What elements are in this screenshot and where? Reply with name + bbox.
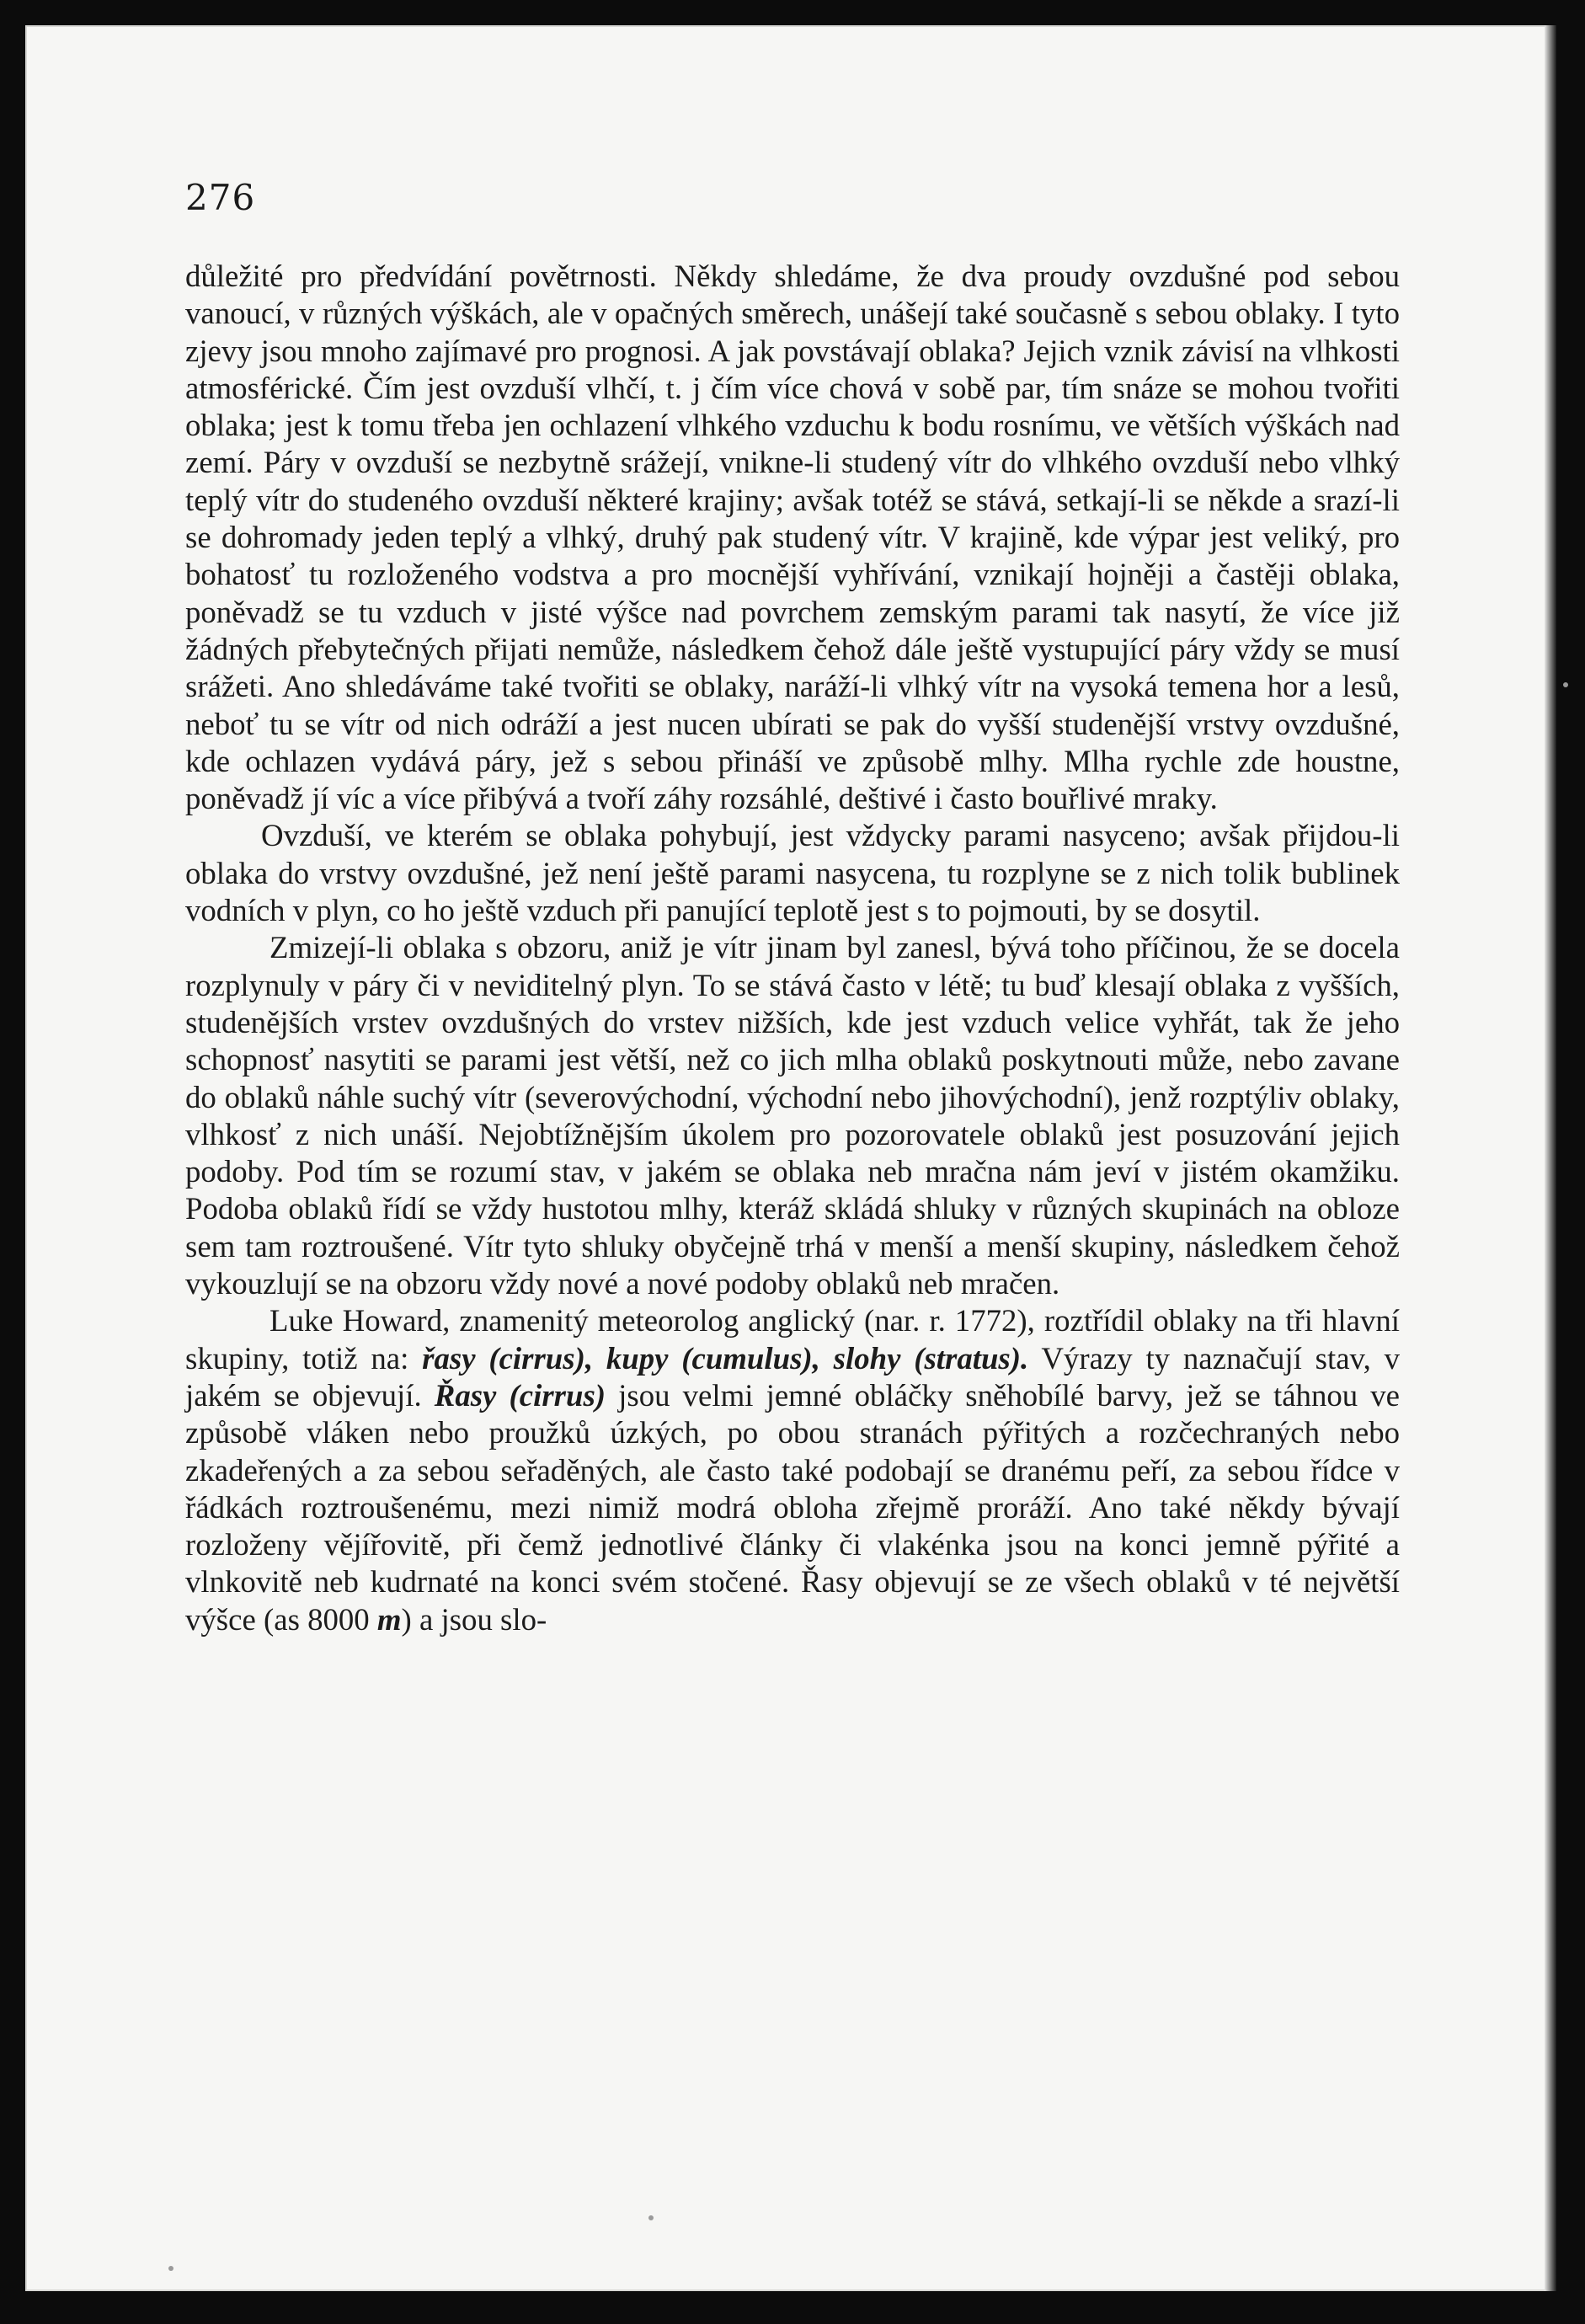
paragraph-continuation: důležité pro předvídání povětrnosti. Někdy shledáme, že dva proudy ovzdušné pod sebou vanoucí, v různých výškách, ale v opačných směrech, unášejí také současně s sebou oblaky. I tyto zjevy jsou mnoho zajímavé pro prognosi. A jak povstávají oblaka? Jejich vznik závisí na vlhkosti atmosférické. Čím jest ovzduší vlhčí, t. j čím více chová v sobě par, tím snáze se mohou tvořiti oblaka; jest k tomu třeba jen ochlazení vlhkého vzduchu k bodu rosnímu, ve větších výškách nad zemí. Páry v ovzduší se nezbytně srážejí, vnikne-li studený vítr do vlhkého ovzduší nebo vlhký teplý vítr do studeného ovzduší některé krajiny; avšak totéž se stává, setkají-li se někde a srazí-li se dohromady jeden teplý a vlhký, druhý pak studený vítr. V krajině, kde výpar jest veliký, pro bohatosť tu rozloženého vodstva a pro mocnější vyhřívání, vznikají hojněji a častěji oblaka, poněvadž se tu vzduch v jisté výšce nad povrchem zemským parami tak nasytí, že více již žádných přebytečných přijati nemůže, následkem čehož dále ještě vystupující páry vždy se musí srážeti. Ano shledáváme také tvořiti se oblaky, naráží-li vlhký vítr na vysoká temena hor a lesů, neboť tu se vítr od nich odráží a jest nucen ubírati se pak do vyšší studenější vrstvy ovzdušné, kde ochlazen vydává páry, jež s sebou přináší ve způsobě mlhy. Mlha rychle zde houstne, poněvadž jí víc a více přibývá a tvoří záhy rozsáhlé, deštivé i často bouřlivé mraky.: [185, 259, 1400, 816]
cirrus-term: Řasy (cirrus): [434, 1377, 606, 1413]
scan-speck: [168, 2266, 173, 2271]
paragraph-disappearing-clouds: Zmizejí-li oblaka s obzoru, aniž je vítr jinam byl zanesl, bývá toho příčinou, že se docela rozplynuly v páry či v neviditelný plyn. To se stává často v létě; tu buď klesají oblaka z vyšších, studenějších vrstev ovzdušných do vrstev nižších, kde jest vzduch velice vyhřát, tak že jeho schopnosť nasytiti se parami jest větší, než co jich mlha oblaků poskytnouti může, nebo zavane do oblaků náhle suchý vítr (severovýchodní, východní nebo jihovýchodní), jenž rozptýliv oblaky, vlhkosť z nich unáší. Nejobtížnějším úkolem pro pozorovatele oblaků jest posuzování jejich podoby. Pod tím se rozumí stav, v jakém se oblaka neb mračna nám jeví v jistém okamžiku. Podoba oblaků řídí se vždy hustotou mlhy, kteráž skládá shluky v různých skupinách na obloze sem tam roztroušené. Vítr tyto shluky obyčejně trhá v menší a menší skupiny, následkem čehož vykouzlují se na obzoru vždy nové a nové podoby oblaků neb mračen.: [185, 930, 1400, 1301]
page-edge-shadow: [1545, 25, 1556, 2291]
paragraph-saturation: Ovzduší, ve kterém se oblaka pohybují, jest vždycky parami nasyceno; avšak přijdou-li oblaka do vrstvy ovzdušné, jež není ještě parami nasycena, tu rozplyne se z nich tolik bublinek vodních v plyn, co ho ještě vzduch při panující teplotě jest s to pojmouti, by se dosytil.: [185, 818, 1400, 928]
scan-speck: [648, 2215, 654, 2220]
page-end-text: ) a jsou slo-: [401, 1601, 547, 1637]
cirrus-description: jsou velmi jemné obláčky sněhobílé barvy, jež se táhnou ve způsobě vláken nebo proužků úzkých, po obou stranách pýřitých a rozčechraných nebo zkadeřených a za sebou seřaděných, ale často také podobají se dranému peří, za sebou řídce v řádkách roztroušenému, mezi nimiž modrá obloha zřejmě proráží. Ano také někdy bývají rozloženy vějířovitě, při čemž jednotlivé články či vlakénka jsou na konci jemně pýřité a vlnkovitě neb kudrnaté na konci svém stočené. Řasy objevují se ze všech oblaků v té největší výšce (as 8000: [185, 1377, 1401, 1637]
unit-meter: m: [376, 1601, 402, 1637]
page-body-text: [185, 258, 1400, 1638]
paragraph-howard-classification: [185, 1302, 1400, 1638]
scan-speck: [1563, 682, 1568, 687]
howard-intro-text: Luke Howard, znamenitý meteorolog anglický (nar. r. 1772), roztřídil oblaky na tři hlavní skupiny, totiž na:: [185, 1303, 1400, 1376]
scanned-book-page: [25, 25, 1556, 2291]
cloud-classes-term: řasy (cirrus), kupy (cumulus), slohy (stratus).: [422, 1340, 1029, 1376]
page-number: 276: [185, 177, 256, 218]
howard-middle-text: Výrazy ty naznačují stav, v jakém se objevují.: [185, 1340, 1400, 1413]
